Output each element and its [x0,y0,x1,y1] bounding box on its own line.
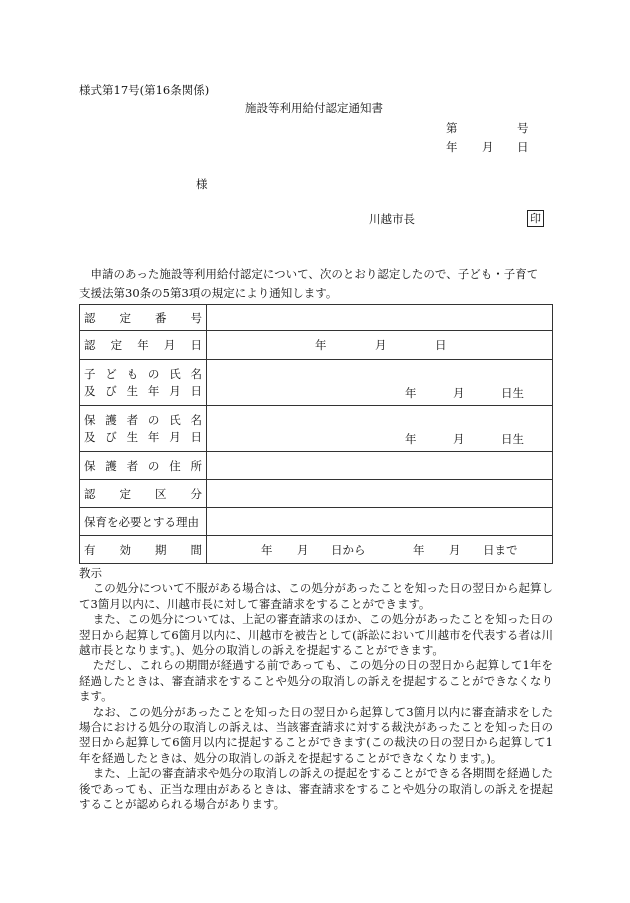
label-cert-number: 認 定 番 号 [80,305,207,331]
row-address [80,452,553,480]
value-reason[interactable] [207,508,553,536]
notice-paragraph-4: なお、この処分があったことを知った日の翌日から起算して3箇月以内に審査請求をした場合における処分の取消しの訴えは、当該審査請求に対する裁決があったことを知った日の翌日から起算して6箇月以内に提起することができます(この裁決の日の翌日から起算して1年を経過したときは、処分の取消しの訴えを提起することができなくなります。)。 [79,704,553,765]
row-validity [80,536,553,564]
value-category[interactable] [207,480,553,508]
intro-text [79,265,554,303]
issuer-name: 川越市長 [369,212,415,226]
row-child [80,360,553,406]
form-number: 様式第17号(第16条関係) [79,83,210,97]
notice-paragraph-1: この処分について不服がある場合は、この処分があったことを知った日の翌日から起算して3箇月以内に、川越市長に対して審査請求をすることができます。 [79,581,553,611]
label-address: 保 護 者 の 住 所 [80,452,207,480]
row-cert-number [80,305,553,331]
value-guardian[interactable]: 年 月 日生 [207,406,553,452]
value-validity[interactable]: 年 月 日から 年 月 日まで [207,536,553,564]
label-reason: 保育を必要とする理由 [80,508,207,536]
label-guardian: 保 護 者 の 氏 名 及 び 生 年 月 日 [80,406,207,452]
doc-number-prefix: 第 [446,121,458,135]
intro-line-1: 申請のあった施設等利用給付認定について、次のとおり認定したので、子ども・子育て [90,267,539,281]
notice-heading: 教示 [79,566,102,580]
value-cert-number[interactable] [207,305,553,331]
seal-mark: 印 [527,210,544,227]
label-validity: 有 効 期 間 [80,536,207,564]
notice-paragraph-5: また、上記の審査請求や処分の取消しの訴えの提起をすることができる各期間を経過した後であっても、正当な理由があるときは、審査請求をすることや処分の取消しの訴えを提起することが認められる場合があります。 [79,766,553,812]
label-category: 認 定 区 分 [80,480,207,508]
doc-number-suffix: 号 [517,121,529,135]
issue-month-label: 月 [482,140,494,154]
row-cert-date [80,331,553,360]
issue-day-label: 日 [517,140,529,154]
value-cert-date[interactable]: 年 月 日 [207,331,553,360]
notice-paragraph-3: ただし、これらの期間が経過する前であっても、この処分の日の翌日から起算して1年を経過したときは、審査請求をすることや処分の取消しの訴えを提起することができなくなります。 [79,658,553,704]
row-reason [80,508,553,536]
value-child[interactable]: 年 月 日生 [207,360,553,406]
appeal-notice [79,566,553,813]
notice-paragraph-2: また、この処分については、上記の審査請求のほか、この処分があったことを知った日の翌日から起算して6箇月以内に、川越市を被告として(訴訟において川越市を代表する者は川越市長となります。)、処分の取消しの訴えを提起することができます。 [79,612,553,658]
row-category [80,480,553,508]
document-title: 施設等利用給付認定通知書 [245,101,383,115]
addressee-suffix: 様 [196,177,208,191]
row-guardian [80,406,553,452]
certification-table [79,304,553,564]
value-address[interactable] [207,452,553,480]
intro-line-2: 支援法第30条の5第3項の規定により通知します。 [79,286,338,300]
label-cert-date: 認 定 年 月 日 [80,331,207,360]
issue-year-label: 年 [446,140,458,154]
label-child: 子 ど も の 氏 名 及 び 生 年 月 日 [80,360,207,406]
